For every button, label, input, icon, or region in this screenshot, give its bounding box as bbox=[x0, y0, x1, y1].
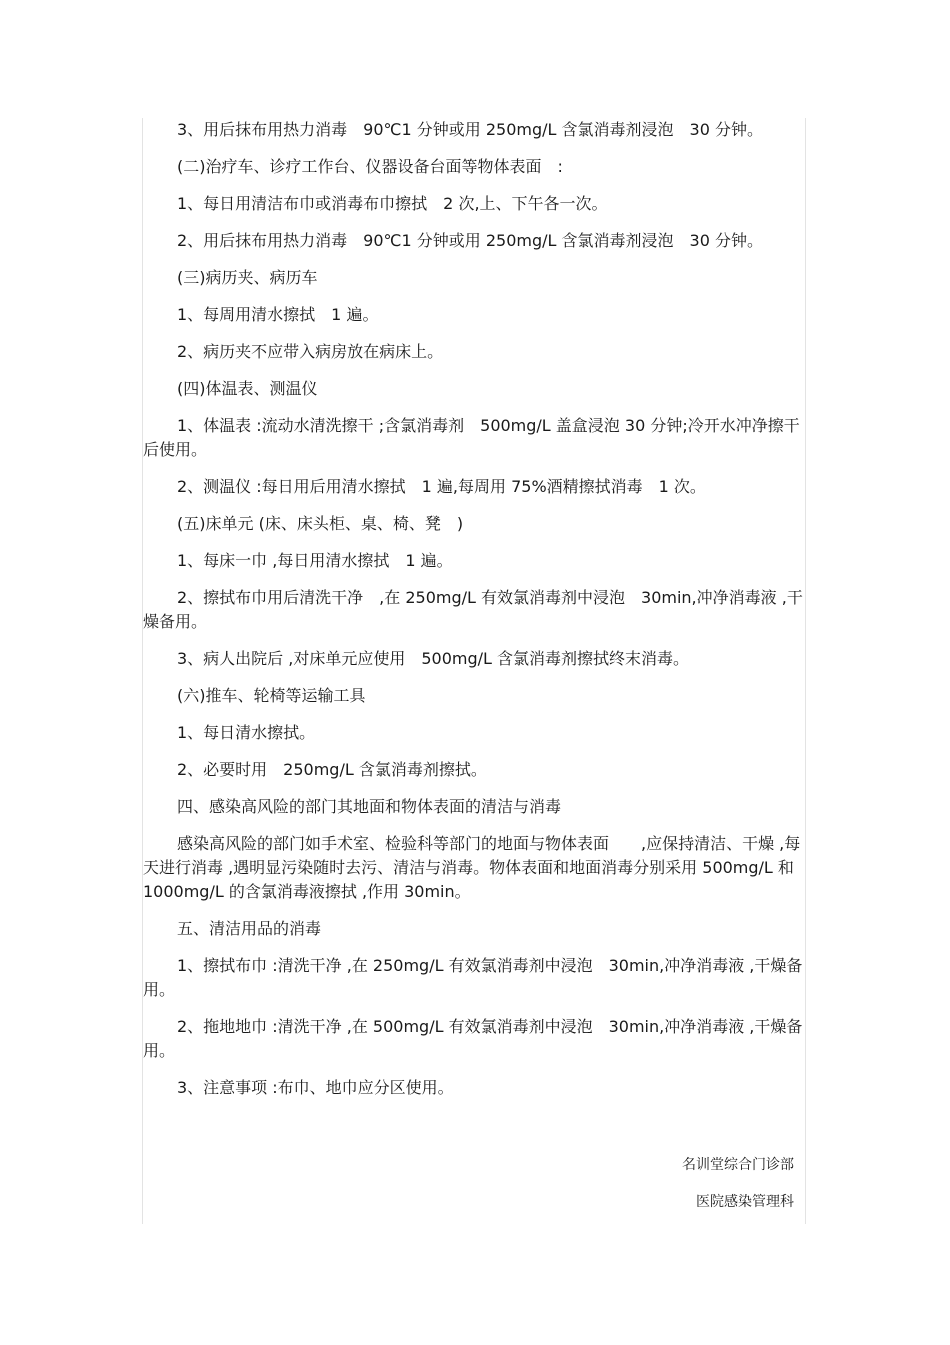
paragraph: 2、拖地地巾 :清洗干净 ,在 500mg/L 有效氯消毒剂中浸泡 30min,冲净消毒液 ,干燥备用。 bbox=[143, 1017, 803, 1060]
paragraph: 1、每床一巾 ,每日用清水擦拭 1 遍。 bbox=[177, 551, 453, 570]
section-heading: (二)治疗车、诊疗工作台、仪器设备台面等物体表面 : bbox=[177, 157, 563, 176]
section-heading: (四)体温表、测温仪 bbox=[177, 379, 318, 398]
paragraph: 2、必要时用 250mg/L 含氯消毒剂擦拭。 bbox=[177, 760, 487, 779]
section-heading: (五)床单元 (床、床头柜、桌、椅、凳 ) bbox=[177, 514, 464, 533]
paragraph: 2、病历夹不应带入病房放在病床上。 bbox=[177, 342, 444, 361]
section-heading: (六)推车、轮椅等运输工具 bbox=[177, 686, 366, 705]
signature-organization: 名训堂综合门诊部 bbox=[682, 1157, 794, 1173]
paragraph: 1、擦拭布巾 :清洗干净 ,在 250mg/L 有效氯消毒剂中浸泡 30min,冲净消毒液 ,干燥备用。 bbox=[143, 956, 803, 999]
paragraph: 感染高风险的部门如手术室、检验科等部门的地面与物体表面 ,应保持清洁、干燥 ,每天进行消毒 ,遇明显污染随时去污、清洁与消毒。物体表面和地面消毒分别采用 500mg/L 和 1000mg/L 的含氯消毒液擦拭 ,作用 30min。 bbox=[143, 834, 801, 901]
paragraph: 2、测温仪 :每日用后用清水擦拭 1 遍,每周用 75%酒精擦拭消毒 1 次。 bbox=[177, 477, 706, 496]
section-heading: (三)病历夹、病历车 bbox=[177, 268, 318, 287]
paragraph: 3、注意事项 :布巾、地巾应分区使用。 bbox=[177, 1078, 454, 1097]
document-body bbox=[143, 118, 808, 1113]
paragraph: 1、每日清水擦拭。 bbox=[177, 723, 316, 742]
signature-department: 医院感染管理科 bbox=[696, 1194, 794, 1210]
paragraph: 2、用后抹布用热力消毒 90℃1 分钟或用 250mg/L 含氯消毒剂浸泡 30 分钟。 bbox=[177, 231, 763, 250]
paragraph: 1、每周用清水擦拭 1 遍。 bbox=[177, 305, 379, 324]
section-heading: 四、感染高风险的部门其地面和物体表面的清洁与消毒 bbox=[177, 797, 562, 816]
section-heading: 五、清洁用品的消毒 bbox=[177, 919, 322, 938]
paragraph: 2、擦拭布巾用后清洗干净 ,在 250mg/L 有效氯消毒剂中浸泡 30min,冲净消毒液 ,干燥备用。 bbox=[143, 588, 803, 631]
paragraph: 3、用后抹布用热力消毒 90℃1 分钟或用 250mg/L 含氯消毒剂浸泡 30 分钟。 bbox=[177, 120, 763, 139]
paragraph: 3、病人出院后 ,对床单元应使用 500mg/L 含氯消毒剂擦拭终末消毒。 bbox=[177, 649, 690, 668]
paragraph: 1、每日用清洁布巾或消毒布巾擦拭 2 次,上、下午各一次。 bbox=[177, 194, 608, 213]
paragraph: 1、体温表 :流动水清洗擦干 ;含氯消毒剂 500mg/L 盖盒浸泡 30 分钟;冷开水冲净擦干后使用。 bbox=[143, 416, 800, 459]
